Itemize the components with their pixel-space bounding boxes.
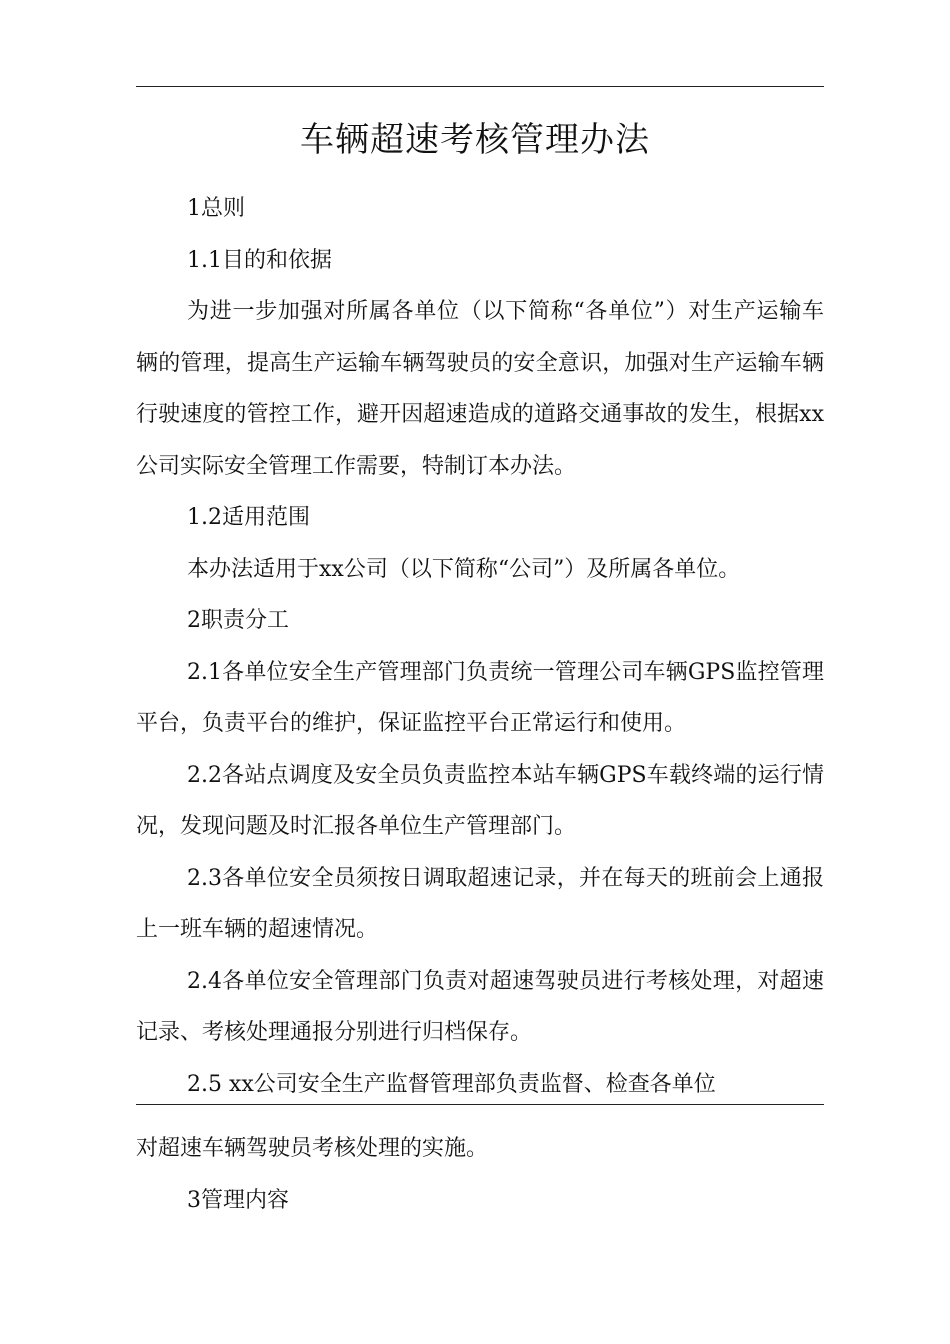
subsection-heading-1-1: 1.1目的和依据 (187, 247, 332, 273)
section-heading-2: 2职责分工 (187, 608, 289, 633)
paragraph-2-2: 2.2各站点调度及安全员负责监控本站车辆GPS车载终端的运行情况，发现问题及时汇报各单位生产管理部门。 (136, 762, 824, 839)
section-heading-1: 1总则 (187, 196, 245, 221)
paragraph-2-4: 2.4各单位安全管理部门负责对超速驾驶员进行考核处理，对超速记录、考核处理通报分别进行归档保存。 (136, 968, 824, 1045)
paragraph-2-3: 2.3各单位安全员须按日调取超速记录，并在每天的班前会上通报上一班车辆的超速情况。 (136, 865, 824, 942)
header-rule (136, 86, 824, 87)
document-body (136, 183, 824, 1110)
paragraph-scope: 本办法适用于xx公司（以下简称“公司”）及所属各单位。 (187, 556, 741, 582)
subsection-heading-1-2: 1.2适用范围 (187, 505, 310, 530)
paragraph-2-1: 2.1各单位安全生产管理部门负责统一管理公司车辆GPS监控管理平台，负责平台的维护，保证监控平台正常运行和使用。 (136, 659, 824, 736)
document-title: 车辆超速考核管理办法 (300, 120, 650, 160)
paragraph-2-5: 2.5 xx公司安全生产监督管理部负责监督、检查各单位 (187, 1071, 716, 1097)
paragraph-2-5-continued: 对超速车辆驾驶员考核处理的实施。 (136, 1136, 489, 1161)
section-heading-3: 3管理内容 (187, 1187, 289, 1213)
document-body-continued (136, 1123, 824, 1226)
page-break-rule (136, 1104, 824, 1105)
paragraph-purpose: 为进一步加强对所属各单位（以下简称“各单位”）对生产运输车辆的管理，提高生产运输车辆驾驶员的安全意识，加强对生产运输车辆行驶速度的管控工作，避开因超速造成的道路交通事故的发生，根据xx公司实际安全管理工作需要，特制订本办法。 (136, 299, 824, 479)
